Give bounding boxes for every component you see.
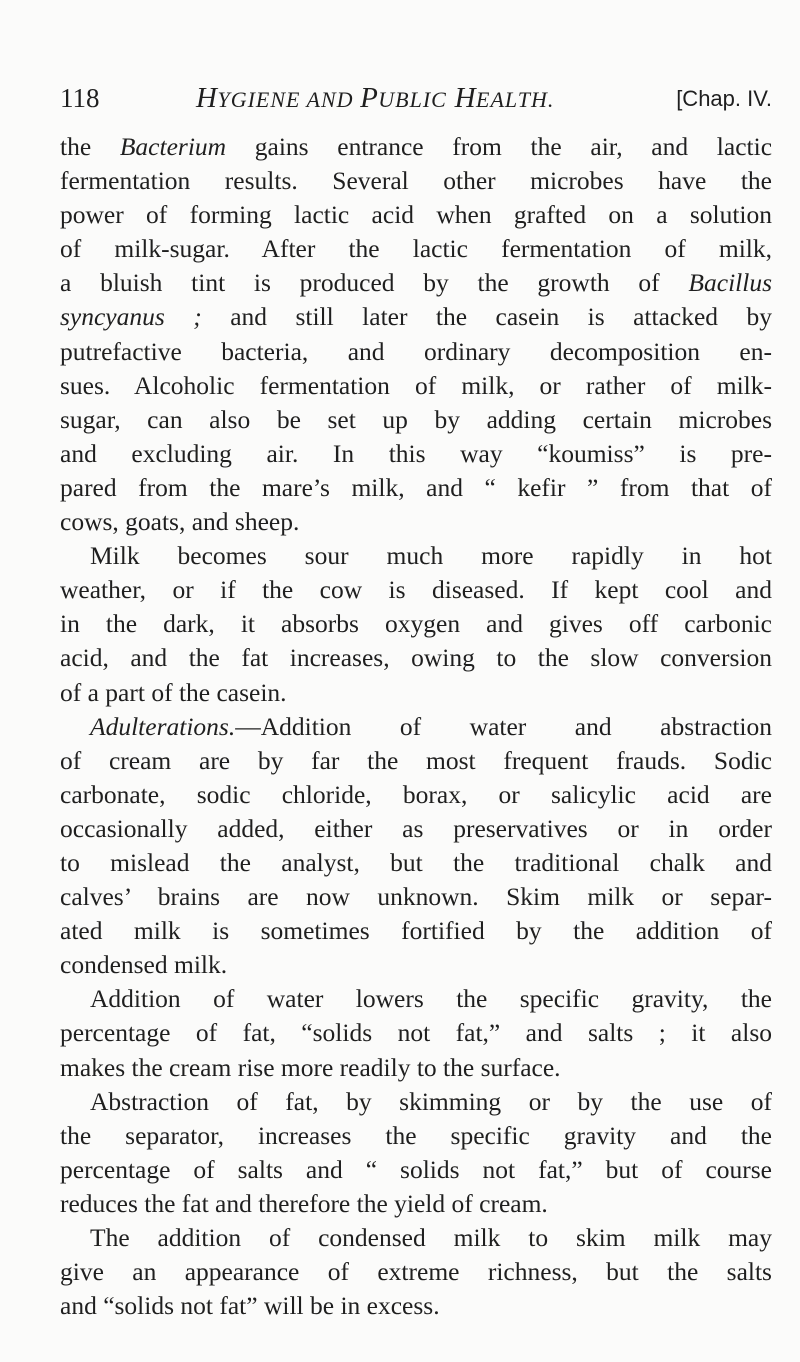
text-segment: cows, goats, and sheep.: [60, 507, 300, 537]
text-segment: weather, or if the cow is diseased. If kept cool and: [60, 575, 772, 605]
italic-text: Bacterium: [119, 132, 227, 161]
text-segment: Addition of water lowers the specific gravity, the: [90, 984, 772, 1014]
italic-text: Adulterations.: [90, 711, 236, 741]
text-segment: give an appearance of extreme richness, but the salts: [60, 1257, 772, 1287]
text-line: [60, 1221, 772, 1255]
running-title-initial-h: H: [196, 82, 218, 114]
italic-text: syncyanus ;: [60, 302, 202, 332]
text-segment: the separator, increases the specific gravity and the: [60, 1120, 772, 1150]
text-line: [60, 1051, 772, 1085]
running-title-initial-p: P: [360, 82, 379, 114]
text-line: [60, 880, 772, 914]
text-line: [60, 948, 772, 982]
text-line: [60, 505, 772, 539]
text-segment: percentage of salts and “ solids not fat,” but of course: [60, 1154, 772, 1184]
text-segment: The addition of condensed milk to skim milk may: [90, 1223, 772, 1252]
text-segment: Abstraction of fat, by skimming or by the use of: [90, 1086, 772, 1116]
text-line: [60, 812, 772, 846]
text-segment: Milk becomes sour much more rapidly in hot: [90, 541, 772, 571]
text-segment: —Addition of water and abstraction: [235, 711, 772, 741]
text-line: [60, 1085, 772, 1119]
text-segment: of cream are by far the most frequent frauds. Sodic: [60, 745, 772, 775]
text-segment: of a part of the casein.: [60, 677, 287, 707]
text-segment: occasionally added, either as preservatives or in order: [60, 813, 772, 843]
text-segment: the: [60, 132, 120, 161]
text-segment: carbonate, sodic chloride, borax, or salicylic acid are: [60, 779, 772, 809]
text-line: [60, 710, 772, 744]
text-segment: in the dark, it absorbs oxygen and gives off carbonic: [60, 609, 772, 639]
text-segment: and still later the casein is attacked by: [201, 302, 772, 332]
italic-text: Bacillus: [688, 268, 772, 298]
text-segment: of milk-sugar. After the lactic fermentation of milk,: [60, 234, 772, 264]
running-title-initial-h2: H: [446, 82, 477, 114]
text-line: [60, 335, 772, 369]
text-line: [60, 403, 772, 437]
text-line: [60, 846, 772, 880]
text-line: [60, 1119, 772, 1153]
text-line: [60, 1187, 772, 1221]
text-line: [60, 607, 772, 641]
page-number: 118: [60, 83, 100, 113]
text-line: [60, 1289, 772, 1323]
text-segment: ated milk is sometimes fortified by the addition of: [60, 916, 772, 946]
text-segment: acid, and the fat increases, owing to the slow conversion: [60, 643, 772, 673]
text-line: [60, 744, 772, 778]
text-segment: pared from the mare’s milk, and “ kefir ” from that of: [60, 472, 772, 502]
text-segment: fermentation results. Several other microbes have the: [60, 166, 772, 196]
text-line: [60, 1153, 772, 1187]
text-segment: sugar, can also be set up by adding certain microbes: [60, 404, 772, 434]
text-segment: power of forming lactic acid when grafted on a solution: [60, 200, 772, 230]
text-segment: condensed milk.: [60, 950, 228, 980]
text-line: [60, 778, 772, 812]
text-segment: makes the cream rise more readily to the surface.: [60, 1052, 561, 1082]
text-line: [60, 266, 772, 300]
text-segment: reduces the fat and therefore the yield of cream.: [60, 1188, 548, 1218]
text-line: [60, 471, 772, 505]
chapter-label: [Chap. IV.: [676, 86, 772, 111]
text-line: [60, 164, 772, 198]
text-line: [60, 1255, 772, 1289]
running-title-and: AND: [300, 87, 361, 112]
text-segment: putrefactive bacteria, and ordinary decomposition en-: [60, 336, 772, 366]
text-line: [60, 437, 772, 471]
running-title-ealth: EALTH.: [476, 87, 555, 112]
text-line: [60, 641, 772, 675]
text-segment: percentage of fat, “solids not fat,” and salts ; it also: [60, 1018, 772, 1048]
text-line: [60, 198, 772, 232]
text-segment: and “solids not fat” will be in excess.: [60, 1291, 440, 1321]
text-line: [60, 1016, 772, 1050]
running-head: [60, 78, 772, 118]
text-segment: to mislead the analyst, but the traditional chalk and: [60, 847, 772, 877]
text-line: [60, 369, 772, 403]
body-text: [60, 130, 772, 1323]
text-line: [60, 232, 772, 266]
running-title-ygiene: YGIENE: [217, 87, 301, 112]
running-title: [196, 78, 554, 120]
text-segment: a bluish tint is produced by the growth of: [60, 268, 689, 298]
text-segment: gains entrance from the air, and lactic: [226, 132, 773, 161]
text-segment: calves’ brains are now unknown. Skim milk or separ-: [60, 882, 772, 912]
text-line: [60, 539, 772, 573]
text-segment: and excluding air. In this way “koumiss” is pre-: [60, 438, 772, 468]
text-line: [60, 573, 772, 607]
text-segment: sues. Alcoholic fermentation of milk, or rather of milk-: [60, 370, 772, 400]
running-title-ublic: UBLIC: [378, 87, 447, 112]
text-line: [60, 300, 772, 334]
text-line: [60, 676, 772, 710]
text-line: [60, 982, 772, 1016]
text-line: [60, 130, 772, 164]
text-line: [60, 914, 772, 948]
